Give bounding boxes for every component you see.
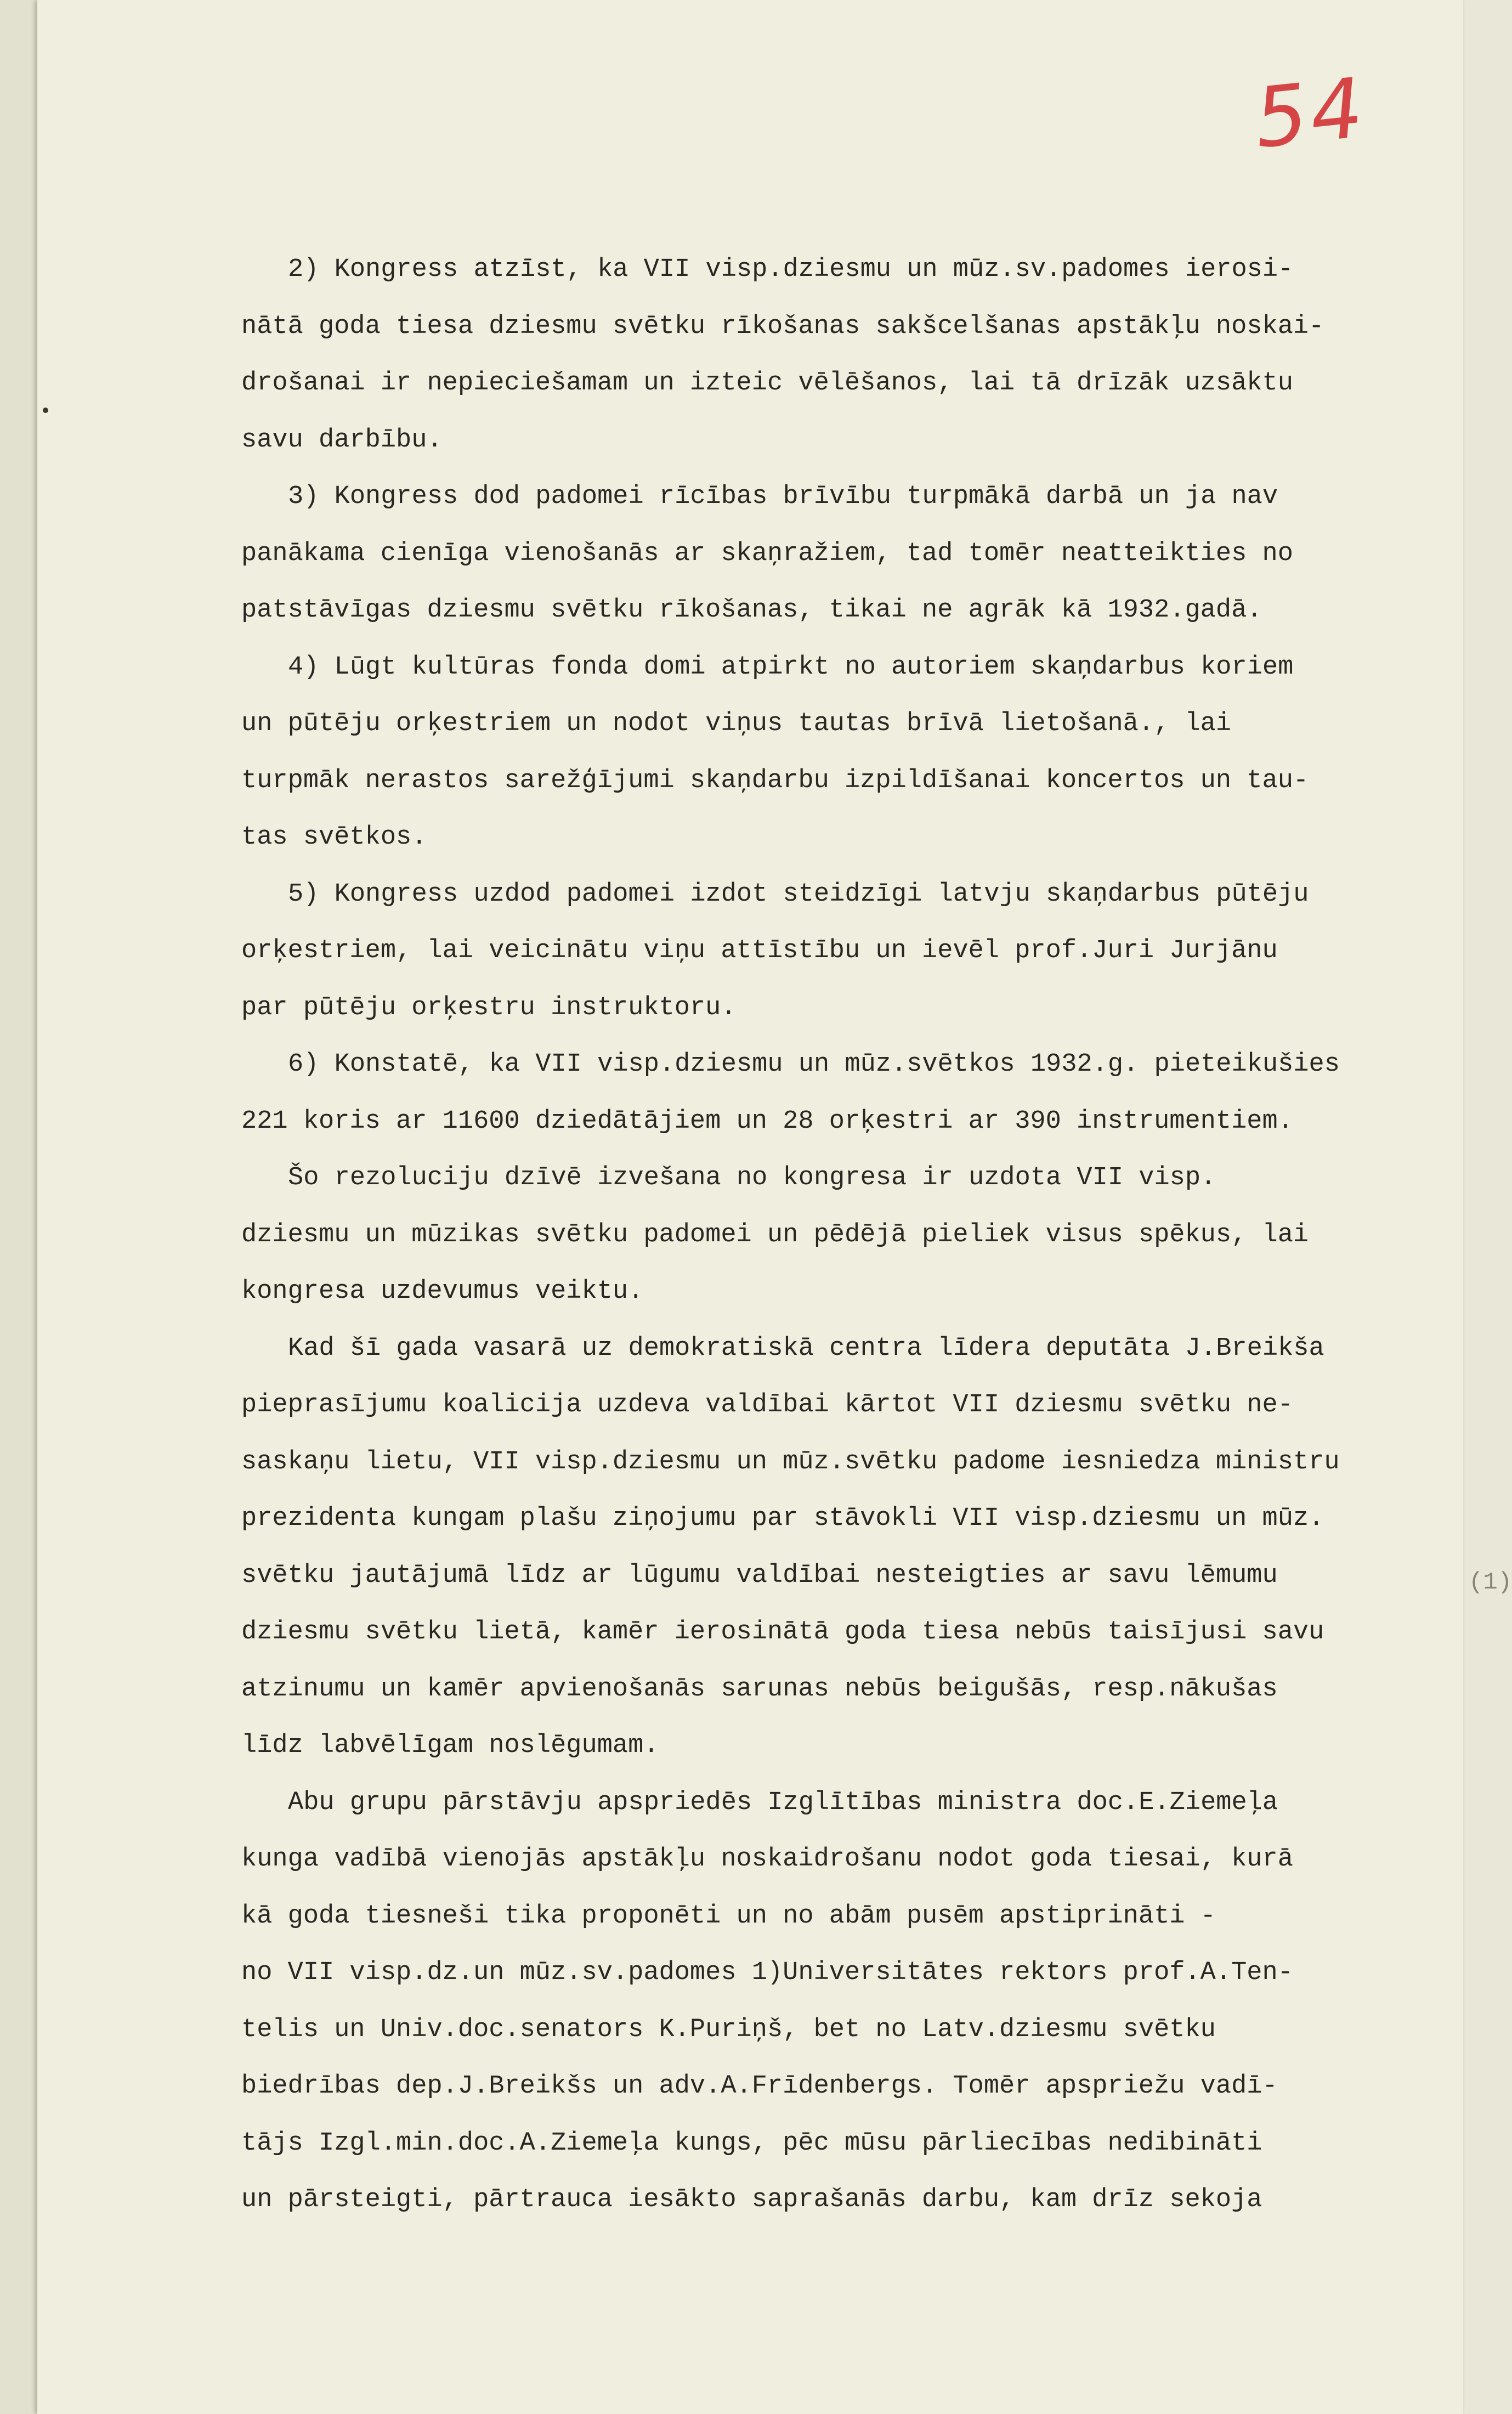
- text-line: un pārsteigti, pārtrauca iesākto saprašanās darbu, kam drīz sekoja: [241, 2185, 1262, 2214]
- text-line: svētku jautājumā līdz ar lūgumu valdībai nesteigties ar savu lēmumu: [241, 1561, 1278, 1590]
- text-line: nātā goda tiesa dziesmu svētku rīkošanas sakšcelšanas apstākļu noskai-: [241, 312, 1324, 341]
- text-line: 5) Kongress uzdod padomei izdot steidzīgi latvju skaņdarbus pūtēju: [288, 879, 1309, 909]
- text-line: drošanai ir nepieciešamam un izteic vēlēšanos, lai tā drīzāk uzsāktu: [241, 369, 1293, 398]
- text-line: līdz labvēlīgam noslēgumam.: [241, 1731, 659, 1760]
- paragraph-groups: [241, 1774, 1415, 2229]
- text-line: patstāvīgas dziesmu svētku rīkošanas, tikai ne agrāk kā 1932.gadā.: [241, 596, 1262, 625]
- text-line: dziesmu svētku lietā, kamēr ierosinātā goda tiesa nebūs taisījusi savu: [241, 1618, 1324, 1647]
- text-line: kunga vadībā vienojās apstākļu noskaidrošanu nodot goda tiesai, kurā: [241, 1845, 1293, 1874]
- text-line: 3) Kongress dod padomei rīcības brīvību turpmākā darbā un ja nav: [288, 482, 1278, 511]
- text-line: un pūtēju orķestriem un nodot viņus tautas brīvā lietošanā., lai: [241, 709, 1232, 738]
- text-line: turpmāk nerastos sarežģījumi skaņdarbu izpildīšanai koncertos un tau-: [241, 766, 1309, 795]
- text-line: telis un Univ.doc.senators K.Puriņš, bet no Latv.dziesmu svētku: [241, 2015, 1216, 2044]
- text-line: savu darbību.: [241, 425, 443, 455]
- text-line: panākama cienīga vienošanās ar skaņražiem, tad tomēr neatteikties no: [241, 539, 1293, 568]
- text-line: dziesmu un mūzikas svētku padomei un pēdējā pieliek visus spēkus, lai: [241, 1220, 1309, 1250]
- typed-text-body: [241, 241, 1415, 2229]
- text-line: 2) Kongress atzīst, ka VII visp.dziesmu un mūz.sv.padomes ierosi-: [288, 255, 1294, 284]
- text-line: no VII visp.dz.un mūz.sv.padomes 1)Universitātes rektors prof.A.Ten-: [241, 1958, 1293, 1987]
- text-line: Šo rezoluciju dzīvē izvešana no kongresa ir uzdota VII visp.: [288, 1163, 1216, 1192]
- paragraph-item-5: [241, 866, 1415, 1037]
- text-line: kā goda tiesneši tika proponēti un no abām pusēm apstiprināti -: [241, 1901, 1216, 1931]
- text-line: tājs Izgl.min.doc.A.Ziemeļa kungs, pēc mūsu pārliecības nedibināti: [241, 2128, 1262, 2158]
- text-line: biedrības dep.J.Breikšs un adv.A.Frīdenbergs. Tomēr apspriežu vadī-: [241, 2072, 1278, 2101]
- margin-dot: [43, 408, 48, 413]
- text-line: orķestriem, lai veicinātu viņu attīstību un ievēl prof.Juri Jurjānu: [241, 936, 1278, 965]
- paragraph-summer: [241, 1320, 1415, 1774]
- paragraph-item-6: [241, 1036, 1415, 1150]
- paragraph-item-4: [241, 639, 1415, 866]
- text-line: saskaņu lietu, VII visp.dziesmu un mūz.svētku padome iesniedza ministru: [241, 1447, 1340, 1477]
- paragraph-resolution: [241, 1150, 1415, 1320]
- text-line: par pūtēju orķestru instruktoru.: [241, 993, 737, 1022]
- text-line: pieprasījumu koalicija uzdeva valdībai kārtot VII dziesmu svētku ne-: [241, 1390, 1293, 1420]
- text-line: 6) Konstatē, ka VII visp.dziesmu un mūz.svētkos 1932.g. pieteikušies: [288, 1050, 1340, 1079]
- text-line: kongresa uzdevumus veiktu.: [241, 1277, 644, 1306]
- text-line: 4) Lūgt kultūras fonda domi atpirkt no autoriem skaņdarbus koriem: [288, 652, 1294, 682]
- previous-page-edge: [0, 0, 37, 2414]
- margin-bracket-mark: (1): [1469, 1569, 1512, 1596]
- text-line: Abu grupu pārstāvju apspriedēs Izglītības ministra doc.E.Ziemeļa: [288, 1788, 1278, 1817]
- text-line: atzinumu un kamēr apvienošanās sarunas nebūs beigušās, resp.nākušas: [241, 1674, 1278, 1704]
- text-line: Kad šī gada vasarā uz demokratiskā centra līdera deputāta J.Breikša: [288, 1333, 1324, 1363]
- paragraph-item-2: [241, 241, 1415, 468]
- text-line: 221 koris ar 11600 dziedātājiem un 28 orķestri ar 390 instrumentiem.: [241, 1106, 1293, 1136]
- paragraph-item-3: [241, 468, 1415, 639]
- text-line: tas svētkos.: [241, 823, 427, 852]
- text-line: prezidenta kungam plašu ziņojumu par stāvokli VII visp.dziesmu un mūz.: [241, 1504, 1324, 1533]
- page-number: 54: [1250, 60, 1371, 167]
